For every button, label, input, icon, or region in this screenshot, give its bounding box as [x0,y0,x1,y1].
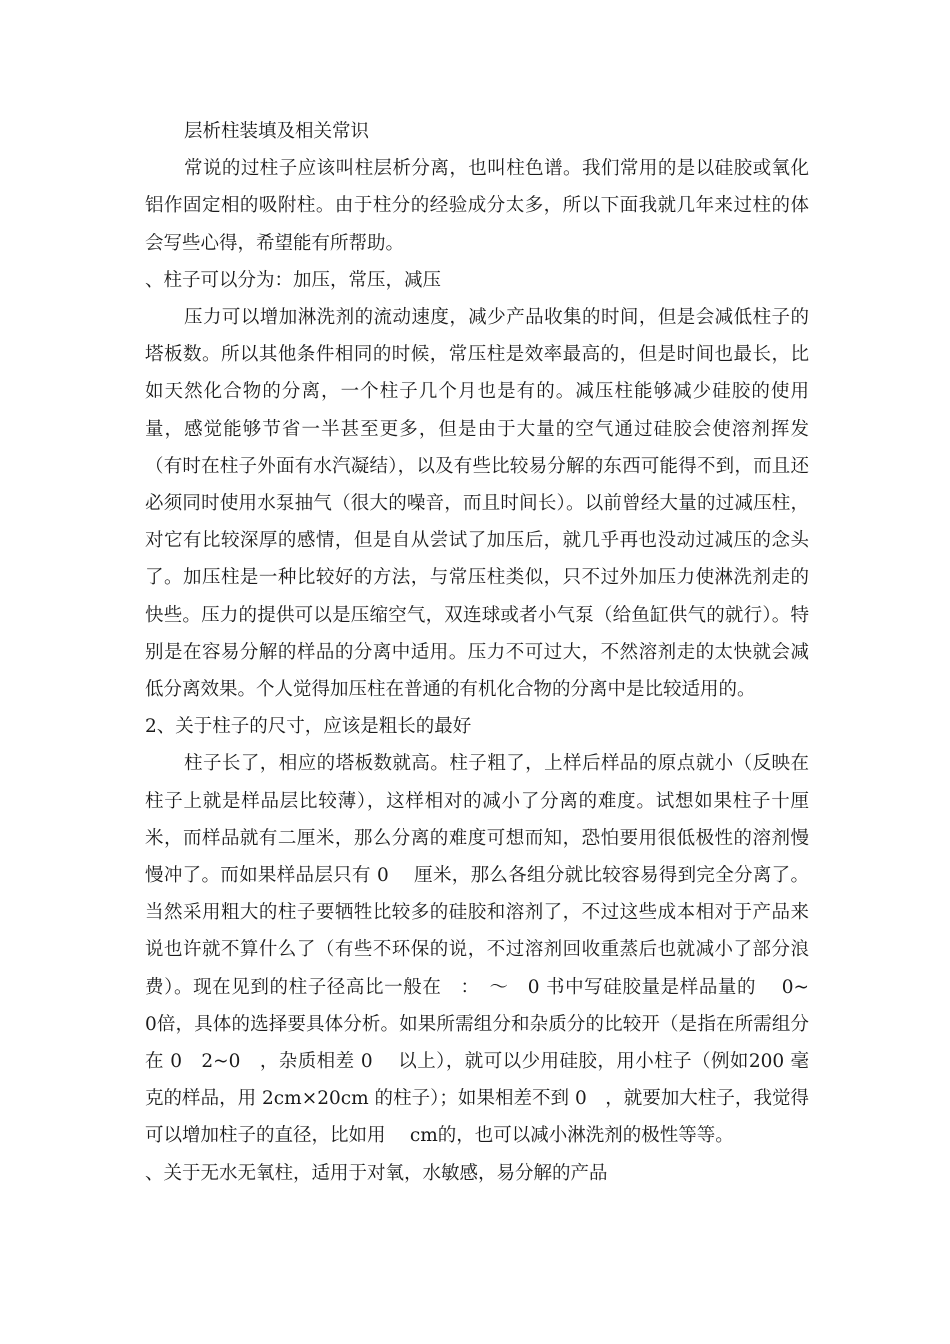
section-heading-anhydrous-column: 、关于无水无氧柱，适用于对氧，水敏感，易分解的产品 [145,1162,608,1184]
column-size-paragraph: 柱子长了，相应的塔板数就高。柱子粗了，上样后样品的原点就小（反映在柱子上就是样品层比较薄），这样相对的减小了分离的难度。试想如果柱子十厘米，而样品就有二厘米，那么分离的难度可想而知，恐怕要用很低极性的溶剂慢慢冲了。而如果样品层只有 0 厘米，那么各组分就比较容易得到完全分离了。当然采用粗大的柱子要牺牲比较多的硅胶和溶剂了，不过这些成本相对于产品来说也许就不算什么了（有些不环保的说，不过溶剂回收重蒸后也就减小了部分浪费）。现在见到的柱子径高比一般在 ： ～ 0 书中写硅胶量是样品量的 0~ 0倍，具体的选择要具体分析。如果所需组分和杂质分的比较开（是指在所需组分 在 0 2~0 ，杂质相差 0 以上），就可以少用硅胶，用小柱子（例如200 毫克的样品，用 2cm×20cm 的柱子）；如果相差不到 0 ，就要加大柱子，我觉得可以增加柱子的直径，比如用 cm的，也可以减小淋洗剂的极性等等。 [145,753,834,1147]
section-heading-column-size: 2、关于柱子的尺寸，应该是粗长的最好 [145,716,472,738]
document-title: 层析柱装填及相关常识 [184,121,370,142]
document-body [145,113,834,1192]
section-heading-column-types: 、柱子可以分为：加压，常压，减压 [145,269,442,291]
pressure-paragraph: 压力可以增加淋洗剂的流动速度，减少产品收集的时间，但是会减低柱子的塔板数。所以其他条件相同的时候，常压柱是效率最高的，但是时间也最长，比如天然化合物的分离，一个柱子几个月也是有的。减压柱能够减少硅胶的使用量，感觉能够节省一半甚至更多，但是由于大量的空气通过硅胶会使溶剂挥发（有时在柱子外面有水汽凝结），以及有些比较易分解的东西可能得不到，而且还必须同时使用水泵抽气（很大的噪音，而且时间长）。以前曾经大量的过减压柱，对它有比较深厚的感情，但是自从尝试了加压后，就几乎再也没动过减压的念头了。加压柱是一种比较好的方法，与常压柱类似，只不过外加压力使淋洗剂走的快些。压力的提供可以是压缩空气，双连球或者小气泵（给鱼缸供气的就行）。特别是在容易分解的样品的分离中适用。压力不可过大，不然溶剂走的太快就会减低分离效果。个人觉得加压柱在普通的有机化合物的分离中是比较适用的。 [145,307,809,701]
intro-paragraph: 常说的过柱子应该叫柱层析分离，也叫柱色谱。我们常用的是以硅胶或氧化铝作固定相的吸附柱。由于柱分的经验成分太多，所以下面我就几年来过柱的体会写些心得，希望能有所帮助。 [145,158,809,254]
